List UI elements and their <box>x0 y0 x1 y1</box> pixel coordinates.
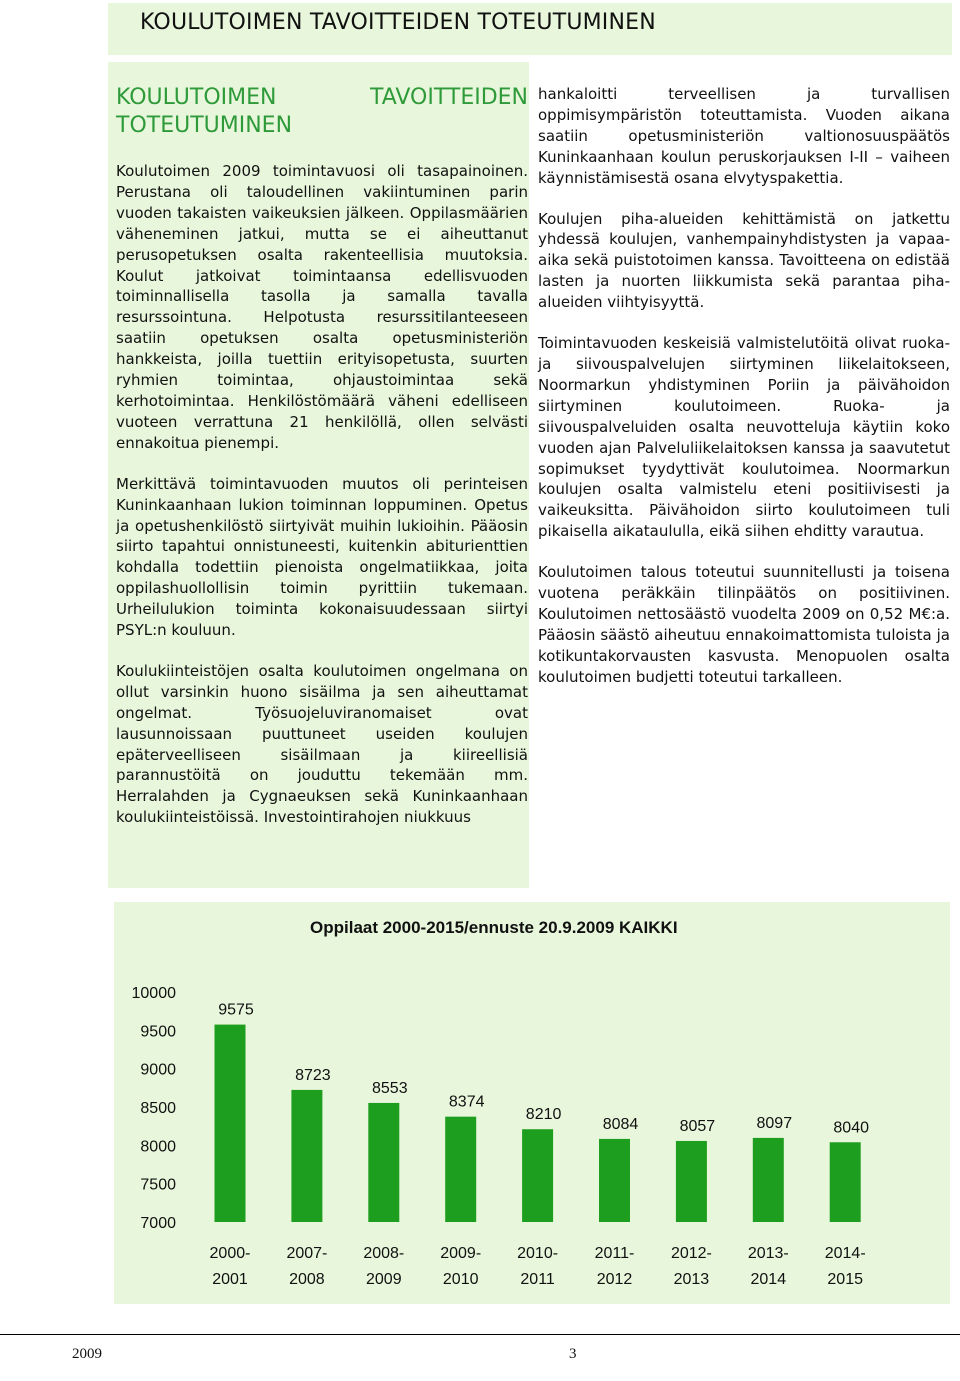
x-tick-label: 2000- <box>209 1245 251 1262</box>
section-title: KOULUTOIMEN TAVOITTEIDEN TOTEUTUMINEN <box>116 85 528 138</box>
page-header-title: KOULUTOIMEN TAVOITTEIDEN TOTEUTUMINEN <box>140 10 656 35</box>
x-tick-label: 2014 <box>750 1271 787 1288</box>
x-tick-label: 2013- <box>747 1245 789 1262</box>
y-tick-label: 10000 <box>131 985 176 1002</box>
footer-year: 2009 <box>72 1346 102 1362</box>
y-tick-label: 9500 <box>140 1023 176 1041</box>
right-paragraph-3: Toimintavuoden keskeisiä valmistelutöitä olivat ruoka- ja siivouspalvelujen siirtyminen liikelaitokseen, Noormarkun yhdistyminen Poriin ja päivähoidon siirtyminen koulutoimeen. Ruoka- ja siivouspalveluiden osalta neuvotteluja käytiin koko vuoden ajan Palveluliikelaitoksen kanssa ja saavutetut sopimukset tyydyttivät koulutoimea. Noormarkun koulujen osalta valmistelu eteni positiivisesti ja vaikeuksitta. Päivähoidon siirto koulutoimeen tuli pikaisella aikataululla, eikä siihen ehditty varautua. <box>538 334 950 541</box>
x-tick-label: 2014- <box>824 1245 866 1262</box>
data-label: 8723 <box>295 1066 331 1084</box>
x-tick-label: 2015 <box>827 1271 863 1288</box>
right-paragraph-1: hankaloitti terveellisen ja turvallisen oppimisympäristön toteuttamista. Vuoden aikana saatiin opetusministeriön valtionosuuspäätös Kuninkaanhaan koulun peruskorjauksen I-II – vaiheen käynnistämisestä osana elvytyspakettia. <box>538 85 950 187</box>
right-paragraph-4: Koulutoimen talous toteutui suunnitellusti ja toisena vuotena peräkkäin tilinpäätös on positiivinen. Koulutoimen nettosäästö vuodelta 2009 on 0,52 M€:a. Pääosin säästö aiheutuu ennakoimattomista tuloista ja kotikuntakorvausten kasvusta. Menopuolen osalta koulutoimen budjetti toteutui tarkalleen. <box>538 563 950 686</box>
x-tick-label: 2001 <box>212 1271 248 1288</box>
chart-title: Oppilaat 2000-2015/ennuste 20.9.2009 KAIKKI <box>310 918 678 937</box>
x-tick-label: 2013 <box>673 1271 710 1288</box>
x-tick-label: 2007- <box>286 1245 328 1262</box>
footer-page-number: 3 <box>569 1346 577 1362</box>
left-paragraph-2: Merkittävä toimintavuoden muutos oli perinteisen Kuninkaanhaan lukion toiminnan loppuminen. Opetus ja opetushenkilöstö siirtyivät muihin lukioihin. Pääosin siirto tapahtui onnistuneesti, kuitenkin abiturienttien kohdalla todettiin pienoista ongelmatiikkaa, joita oppilashuollollisin toimin pyrittiin tukemaan. Urheilulukion toiminta kokonaisuudessaan siirtyi PSYL:n kouluun. <box>116 474 528 640</box>
data-label: 8057 <box>679 1117 716 1135</box>
data-label: 8040 <box>833 1119 869 1137</box>
x-tick-label: 2011- <box>594 1245 635 1262</box>
data-label: 8097 <box>756 1114 793 1132</box>
left-paragraph-1: Koulutoimen 2009 toimintavuosi oli tasapainoinen. Perustana oli taloudellinen vakiintuminen parin vuoden takaisten vaikeuksien jälkeen. Oppilasmäärien väheneminen jatkui, mutta se ei aiheuttanut perusopetuksen osalta rakenteellisia muutoksia. Koulut jatkoivat toimintaansa edellisvuoden toiminnallisella tasolla ja samalla tavalla resurssointuna. Helpotusta resurssitilanteeseen saatiin opetuksen osalta opetusministeriön hankkeista, joilla tuettiin erityisopetusta, suurten ryhmien toimintaa, ohjaustoimintaa sekä kerhotoimintaa. Henkilöstömäärä väheni edelliseen vuoteen verrattuna 21 henkilöllä, ollen selvästi ennakoitua pienempi. <box>116 162 528 452</box>
y-tick-label: 9000 <box>140 1061 176 1079</box>
y-tick-label: 8000 <box>140 1138 176 1156</box>
chart-background <box>114 902 950 1304</box>
footer-divider <box>0 1334 960 1335</box>
data-label: 9575 <box>218 1001 254 1019</box>
x-tick-label: 2012- <box>670 1245 712 1262</box>
x-tick-label: 2011 <box>520 1271 555 1288</box>
right-column <box>538 84 950 708</box>
y-tick-label: 8500 <box>140 1100 176 1117</box>
y-tick-label: 7000 <box>140 1215 176 1232</box>
x-tick-label: 2009- <box>440 1245 482 1262</box>
right-paragraph-2: Koulujen piha-alueiden kehittämistä on jatkettu yhdessä koulujen, vanhempainyhdistysten ja vapaa-aika sekä puistotoimen kanssa. Tavoitteena on edistää lasten ja nuorten liikkumista sekä parantaa piha-alueiden viihtyisyyttä. <box>538 209 950 312</box>
y-tick-label: 7500 <box>140 1176 176 1194</box>
left-paragraph-3: Koulukiinteistöjen osalta koulutoimen ongelmana on ollut varsinkin huono sisäilma ja sen aiheuttamat ongelmat. Työsuojeluviranomaiset ovat lausunnoissaan puuttuneet useiden koulujen epäterveelliseen sisäilmaan ja kiireellisiä parannustöitä on jouduttu tekemään mm. Herralahden ja Cygnaeuksen sekä Kuninkaanhaan koulukiinteistöissä. Investointirahojen niukkuus <box>116 661 528 827</box>
x-tick-label: 2008 <box>289 1271 325 1288</box>
data-label: 8374 <box>448 1093 485 1111</box>
x-tick-label: 2010 <box>442 1271 479 1288</box>
x-tick-label: 2012 <box>596 1271 633 1288</box>
data-label: 8553 <box>372 1079 408 1097</box>
data-label: 8210 <box>525 1106 562 1124</box>
x-tick-label: 2008- <box>363 1245 405 1262</box>
x-tick-label: 2009 <box>366 1271 402 1288</box>
x-tick-label: 2010- <box>517 1245 559 1262</box>
data-label: 8084 <box>602 1115 639 1133</box>
left-column <box>116 84 528 848</box>
